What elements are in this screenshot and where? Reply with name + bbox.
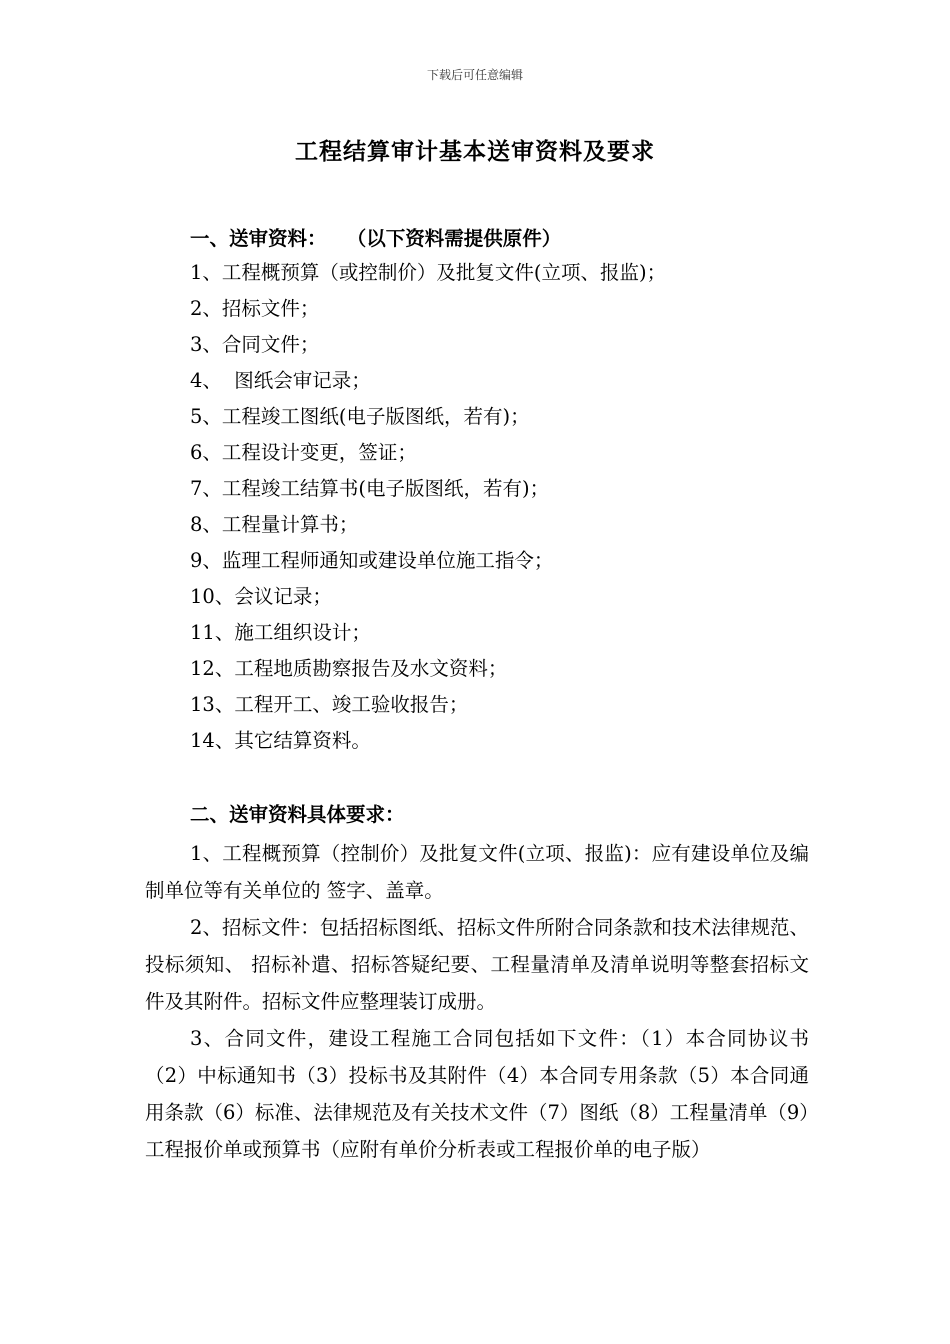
list-item: 6、工程设计变更，签证；: [190, 441, 417, 464]
document-title: 工程结算审计基本送审资料及要求: [295, 138, 655, 165]
section-1-heading: [190, 223, 561, 251]
list-item: 9、监理工程师通知或建设单位施工指令；: [190, 549, 554, 572]
list-item: 10、会议记录；: [190, 585, 332, 608]
list-item: 1、工程概预算（或控制价）及批复文件(立项、报监)；: [190, 261, 667, 284]
section-1-heading-text: 一、送审资料：: [190, 227, 327, 250]
header-note: 下载后可任意编辑: [426, 68, 523, 82]
list-item: 12、工程地质勘察报告及水文资料；: [190, 657, 508, 680]
list-item: 3、合同文件；: [190, 333, 320, 356]
requirement-paragraph: 2、招标文件：包括招标图纸、招标文件所附合同条款和技术法律规范、投标须知、 招标补遣、招标答疑纪要、工程量清单及清单说明等整套招标文件及其附件。招标文件应整理装订成册。: [145, 916, 809, 1013]
list-item: 8、工程量计算书；: [190, 513, 359, 536]
requirement-paragraph: 3、合同文件，建设工程施工合同包括如下文件：（1）本合同协议书（2）中标通知书（3）投标书及其附件（4）本合同专用条款（5）本合同通用条款（6）标准、法律规范及有关技术文件（7）图纸（8）工程量清单（9）工程报价单或预算书（应附有单价分析表或工程报价单的电子版）: [145, 1027, 809, 1161]
list-item: 11、施工组织设计；: [190, 621, 371, 644]
requirements-block: [145, 835, 809, 1168]
materials-list: [190, 259, 666, 763]
list-item: 14、其它结算资料。: [190, 729, 371, 752]
list-item: 13、工程开工、竣工验收报告；: [190, 693, 469, 716]
requirement-paragraph: 1、工程概预算（控制价）及批复文件(立项、报监)：应有建设单位及编制单位等有关单位的 签字、盖章。: [145, 842, 809, 902]
list-item: 4、 图纸会审记录；: [190, 369, 371, 392]
section-1-heading-note: （以下资料需提供原件）: [356, 227, 562, 250]
list-item: 2、招标文件；: [190, 297, 320, 320]
list-item: 7、工程竣工结算书(电子版图纸，若有)；: [190, 477, 550, 500]
list-item: 5、工程竣工图纸(电子版图纸，若有)；: [190, 405, 530, 428]
section-2-heading: 二、送审资料具体要求：: [190, 803, 405, 826]
